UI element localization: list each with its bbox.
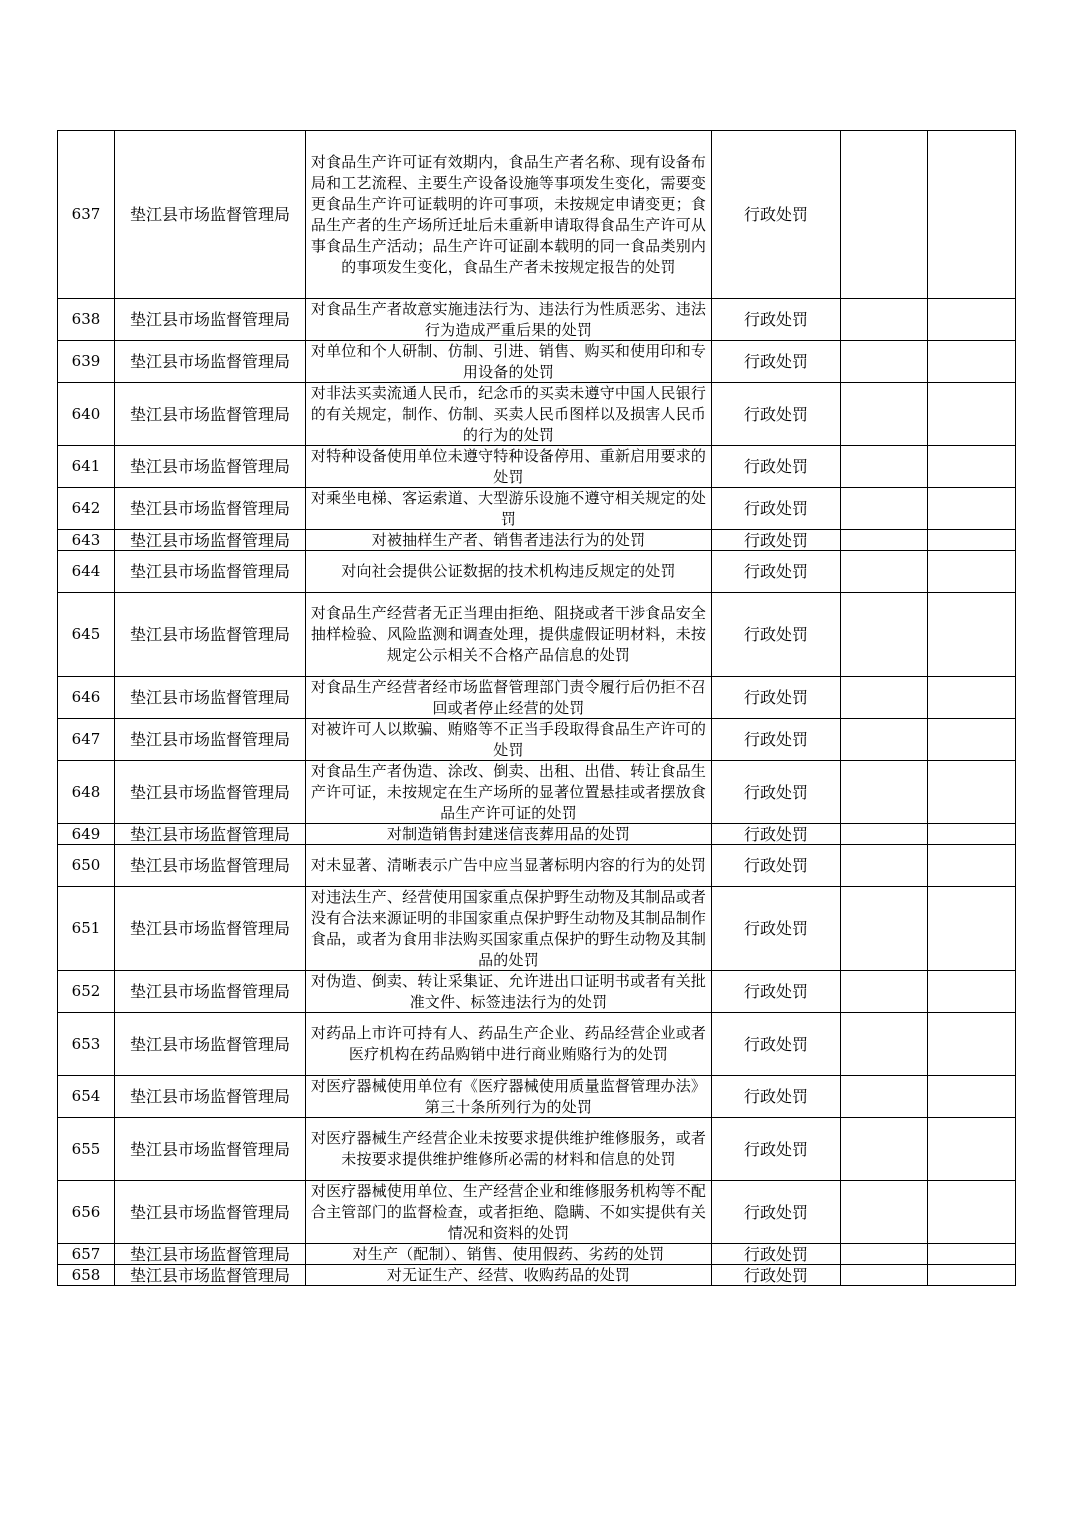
department-name-text: 垫江县市场监督管理局 bbox=[129, 562, 290, 581]
table-row bbox=[58, 299, 1016, 341]
item-type-text: 行政处罚 bbox=[743, 782, 808, 802]
department-name bbox=[115, 1181, 306, 1244]
item-type bbox=[712, 299, 841, 341]
department-name bbox=[115, 1013, 306, 1076]
row-number bbox=[58, 1181, 115, 1244]
item-type-text: 行政处罚 bbox=[743, 1265, 808, 1285]
table-row bbox=[58, 1244, 1016, 1265]
item-description bbox=[306, 551, 712, 593]
empty-cell bbox=[841, 887, 928, 971]
department-name-text: 垫江县市场监督管理局 bbox=[129, 457, 290, 476]
department-name-text: 垫江县市场监督管理局 bbox=[129, 1202, 290, 1222]
row-number-text: 652 bbox=[71, 982, 101, 1000]
power-list-table bbox=[57, 130, 1016, 1286]
item-description bbox=[306, 1265, 712, 1286]
item-type-text: 行政处罚 bbox=[743, 688, 808, 707]
empty-cell bbox=[841, 593, 928, 677]
item-type-text: 行政处罚 bbox=[743, 404, 808, 424]
department-name bbox=[115, 824, 306, 845]
row-number bbox=[58, 341, 115, 383]
item-description bbox=[306, 1181, 712, 1244]
item-type bbox=[712, 1181, 841, 1244]
item-description-text: 对医疗器械使用单位、生产经营企业和维修服务机构等不配合主管部门的监督检查，或者拒绝、隐瞒、不如实提供有关情况和资料的处罚 bbox=[310, 1181, 707, 1242]
department-name bbox=[115, 131, 306, 299]
department-name bbox=[115, 299, 306, 341]
table-row bbox=[58, 845, 1016, 887]
empty-cell bbox=[928, 824, 1016, 845]
item-description-text: 对医疗器械生产经营企业未按要求提供维护维修服务，或者未按要求提供维护维修所必需的材料和信息的处罚 bbox=[310, 1129, 707, 1168]
item-description-text: 对伪造、倒卖、转让采集证、允许进出口证明书或者有关批准文件、标签违法行为的处罚 bbox=[310, 971, 707, 1011]
item-description bbox=[306, 845, 712, 887]
empty-cell bbox=[928, 1118, 1016, 1181]
row-number bbox=[58, 488, 115, 530]
empty-cell bbox=[928, 131, 1016, 299]
item-type bbox=[712, 824, 841, 845]
empty-cell bbox=[841, 719, 928, 761]
item-description bbox=[306, 677, 712, 719]
empty-cell bbox=[928, 551, 1016, 593]
table-row bbox=[58, 383, 1016, 446]
table-row bbox=[58, 761, 1016, 824]
table-row bbox=[58, 1013, 1016, 1076]
table-row bbox=[58, 131, 1016, 299]
table-row bbox=[58, 1118, 1016, 1181]
item-description bbox=[306, 446, 712, 488]
row-number-text: 654 bbox=[71, 1087, 101, 1105]
department-name bbox=[115, 761, 306, 824]
empty-cell bbox=[928, 971, 1016, 1013]
item-description-text: 对生产（配制）、销售、使用假药、劣药的处罚 bbox=[352, 1244, 665, 1263]
item-type bbox=[712, 677, 841, 719]
row-number-text: 647 bbox=[71, 730, 101, 748]
item-description bbox=[306, 593, 712, 677]
row-number bbox=[58, 446, 115, 488]
table-row bbox=[58, 530, 1016, 551]
table-row bbox=[58, 446, 1016, 488]
row-number-text: 638 bbox=[71, 310, 101, 328]
item-type bbox=[712, 1118, 841, 1181]
row-number-text: 645 bbox=[71, 625, 101, 643]
empty-cell bbox=[928, 1076, 1016, 1118]
empty-cell bbox=[841, 971, 928, 1013]
empty-cell bbox=[841, 131, 928, 299]
item-description-text: 对乘坐电梯、客运索道、大型游乐设施不遵守相关规定的处罚 bbox=[310, 488, 707, 528]
row-number bbox=[58, 1265, 115, 1286]
empty-cell bbox=[841, 1118, 928, 1181]
department-name bbox=[115, 719, 306, 761]
item-description bbox=[306, 887, 712, 971]
item-description bbox=[306, 824, 712, 845]
empty-cell bbox=[841, 446, 928, 488]
item-type bbox=[712, 1076, 841, 1118]
table-row bbox=[58, 971, 1016, 1013]
department-name bbox=[115, 971, 306, 1013]
item-type bbox=[712, 488, 841, 530]
department-name-text: 垫江县市场监督管理局 bbox=[129, 1244, 290, 1264]
item-description-text: 对医疗器械使用单位有《医疗器械使用质量监督管理办法》第三十条所列行为的处罚 bbox=[310, 1076, 707, 1116]
item-description-text: 对药品上市许可持有人、药品生产企业、药品经营企业或者医疗机构在药品购销中进行商业贿赂行为的处罚 bbox=[310, 1024, 707, 1063]
item-type bbox=[712, 845, 841, 887]
department-name bbox=[115, 1076, 306, 1118]
department-name-text: 垫江县市场监督管理局 bbox=[129, 1034, 290, 1054]
item-description bbox=[306, 383, 712, 446]
item-description-text: 对食品生产者伪造、涂改、倒卖、出租、出借、转让食品生产许可证，未按规定在生产场所的显著位置悬挂或者摆放食品生产许可证的处罚 bbox=[310, 761, 707, 822]
empty-cell bbox=[928, 530, 1016, 551]
item-type-text: 行政处罚 bbox=[743, 1034, 808, 1054]
empty-cell bbox=[841, 488, 928, 530]
item-type bbox=[712, 719, 841, 761]
table-row bbox=[58, 593, 1016, 677]
empty-cell bbox=[928, 1181, 1016, 1244]
item-description bbox=[306, 1118, 712, 1181]
department-name-text: 垫江县市场监督管理局 bbox=[129, 856, 290, 875]
item-type bbox=[712, 530, 841, 551]
item-type-text: 行政处罚 bbox=[743, 919, 808, 938]
item-description bbox=[306, 341, 712, 383]
row-number bbox=[58, 1076, 115, 1118]
item-description-text: 对制造销售封建迷信丧葬用品的处罚 bbox=[386, 824, 631, 843]
department-name bbox=[115, 488, 306, 530]
table-row bbox=[58, 1076, 1016, 1118]
department-name bbox=[115, 593, 306, 677]
department-name bbox=[115, 845, 306, 887]
department-name-text: 垫江县市场监督管理局 bbox=[129, 499, 290, 518]
item-type bbox=[712, 551, 841, 593]
empty-cell bbox=[841, 383, 928, 446]
empty-cell bbox=[841, 299, 928, 341]
department-name-text: 垫江县市场监督管理局 bbox=[129, 205, 290, 224]
empty-cell bbox=[841, 1076, 928, 1118]
empty-cell bbox=[928, 1265, 1016, 1286]
empty-cell bbox=[928, 593, 1016, 677]
item-type bbox=[712, 1244, 841, 1265]
item-type-text: 行政处罚 bbox=[743, 730, 808, 749]
item-description bbox=[306, 971, 712, 1013]
row-number-text: 651 bbox=[71, 919, 101, 937]
empty-cell bbox=[841, 1181, 928, 1244]
item-type bbox=[712, 761, 841, 824]
empty-cell bbox=[928, 719, 1016, 761]
table-row bbox=[58, 1181, 1016, 1244]
row-number bbox=[58, 761, 115, 824]
item-type-text: 行政处罚 bbox=[743, 1139, 808, 1159]
empty-cell bbox=[928, 488, 1016, 530]
row-number bbox=[58, 845, 115, 887]
empty-cell bbox=[928, 845, 1016, 887]
table-body bbox=[58, 131, 1016, 1286]
item-type-text: 行政处罚 bbox=[743, 562, 808, 581]
table-row bbox=[58, 1265, 1016, 1286]
table-row bbox=[58, 677, 1016, 719]
item-description-text: 对特种设备使用单位未遵守特种设备停用、重新启用要求的处罚 bbox=[310, 446, 707, 486]
item-type bbox=[712, 341, 841, 383]
item-type bbox=[712, 446, 841, 488]
row-number-text: 642 bbox=[71, 499, 101, 517]
row-number-text: 639 bbox=[71, 352, 101, 370]
row-number bbox=[58, 530, 115, 551]
empty-cell bbox=[841, 677, 928, 719]
empty-cell bbox=[841, 824, 928, 845]
item-description bbox=[306, 530, 712, 551]
department-name bbox=[115, 341, 306, 383]
item-type bbox=[712, 383, 841, 446]
item-description bbox=[306, 488, 712, 530]
department-name bbox=[115, 446, 306, 488]
empty-cell bbox=[928, 446, 1016, 488]
department-name bbox=[115, 1118, 306, 1181]
item-type-text: 行政处罚 bbox=[743, 824, 808, 844]
department-name-text: 垫江县市场监督管理局 bbox=[129, 625, 290, 644]
empty-cell bbox=[841, 1013, 928, 1076]
row-number bbox=[58, 887, 115, 971]
item-type bbox=[712, 593, 841, 677]
department-name-text: 垫江县市场监督管理局 bbox=[129, 730, 290, 749]
item-description-text: 对食品生产经营者经市场监督管理部门责令履行后仍拒不召回或者停止经营的处罚 bbox=[310, 677, 707, 717]
department-name bbox=[115, 383, 306, 446]
row-number-text: 640 bbox=[71, 404, 101, 423]
row-number bbox=[58, 299, 115, 341]
item-type-text: 行政处罚 bbox=[743, 352, 808, 371]
department-name bbox=[115, 1244, 306, 1265]
item-description-text: 对被抽样生产者、销售者违法行为的处罚 bbox=[371, 530, 646, 549]
department-name-text: 垫江县市场监督管理局 bbox=[129, 824, 290, 844]
table-row bbox=[58, 719, 1016, 761]
row-number-text: 653 bbox=[71, 1034, 101, 1053]
department-name bbox=[115, 677, 306, 719]
row-number-text: 656 bbox=[71, 1202, 101, 1221]
empty-cell bbox=[928, 383, 1016, 446]
department-name-text: 垫江县市场监督管理局 bbox=[129, 782, 290, 802]
row-number bbox=[58, 719, 115, 761]
item-description bbox=[306, 1013, 712, 1076]
row-number-text: 657 bbox=[71, 1244, 101, 1263]
department-name-text: 垫江县市场监督管理局 bbox=[129, 919, 290, 938]
empty-cell bbox=[928, 887, 1016, 971]
department-name-text: 垫江县市场监督管理局 bbox=[129, 1139, 290, 1159]
table-row bbox=[58, 887, 1016, 971]
item-description bbox=[306, 1244, 712, 1265]
department-name bbox=[115, 887, 306, 971]
department-name bbox=[115, 1265, 306, 1286]
row-number-text: 641 bbox=[71, 457, 101, 475]
row-number bbox=[58, 383, 115, 446]
department-name-text: 垫江县市场监督管理局 bbox=[129, 310, 290, 329]
item-description-text: 对未显著、清晰表示广告中应当显著标明内容的行为的处罚 bbox=[310, 856, 707, 874]
item-description bbox=[306, 131, 712, 299]
row-number-text: 644 bbox=[71, 562, 101, 580]
empty-cell bbox=[841, 530, 928, 551]
row-number-text: 658 bbox=[71, 1265, 101, 1284]
row-number-text: 655 bbox=[71, 1139, 101, 1158]
empty-cell bbox=[841, 1244, 928, 1265]
empty-cell bbox=[928, 1244, 1016, 1265]
empty-cell bbox=[928, 341, 1016, 383]
item-description-text: 对非法买卖流通人民币，纪念币的买卖未遵守中国人民银行的有关规定，制作、仿制、买卖人民币图样以及损害人民币的行为的处罚 bbox=[310, 383, 707, 444]
item-description-text: 对违法生产、经营使用国家重点保护野生动物及其制品或者没有合法来源证明的非国家重点保护野生动物及其制品制作食品，或者为食用非法购买国家重点保护的野生动物及其制品的处罚 bbox=[310, 887, 707, 969]
item-type-text: 行政处罚 bbox=[743, 530, 808, 550]
department-name-text: 垫江县市场监督管理局 bbox=[129, 1087, 290, 1106]
item-type-text: 行政处罚 bbox=[743, 457, 808, 476]
row-number bbox=[58, 971, 115, 1013]
empty-cell bbox=[841, 341, 928, 383]
item-description bbox=[306, 761, 712, 824]
item-description-text: 对无证生产、经营、收购药品的处罚 bbox=[386, 1265, 631, 1284]
row-number bbox=[58, 593, 115, 677]
item-description-text: 对向社会提供公证数据的技术机构违反规定的处罚 bbox=[341, 562, 676, 580]
empty-cell bbox=[841, 761, 928, 824]
row-number-text: 649 bbox=[71, 824, 101, 843]
item-description-text: 对食品生产经营者无正当理由拒绝、阻挠或者干涉食品安全抽样检验、风险监测和调查处理，提供虚假证明材料，未按规定公示相关不合格产品信息的处罚 bbox=[310, 604, 707, 664]
row-number bbox=[58, 551, 115, 593]
empty-cell bbox=[841, 845, 928, 887]
item-type-text: 行政处罚 bbox=[743, 499, 808, 518]
row-number bbox=[58, 1118, 115, 1181]
empty-cell bbox=[928, 1013, 1016, 1076]
item-type-text: 行政处罚 bbox=[743, 205, 808, 224]
item-type-text: 行政处罚 bbox=[743, 625, 808, 644]
row-number bbox=[58, 824, 115, 845]
item-type bbox=[712, 887, 841, 971]
empty-cell bbox=[928, 677, 1016, 719]
department-name-text: 垫江县市场监督管理局 bbox=[129, 404, 290, 424]
empty-cell bbox=[841, 551, 928, 593]
row-number bbox=[58, 1013, 115, 1076]
item-type-text: 行政处罚 bbox=[743, 982, 808, 1001]
row-number bbox=[58, 677, 115, 719]
table-row bbox=[58, 488, 1016, 530]
department-name-text: 垫江县市场监督管理局 bbox=[129, 1265, 290, 1285]
item-type-text: 行政处罚 bbox=[743, 1087, 808, 1106]
department-name-text: 垫江县市场监督管理局 bbox=[129, 982, 290, 1001]
item-description bbox=[306, 719, 712, 761]
row-number-text: 643 bbox=[71, 530, 101, 549]
table-row bbox=[58, 341, 1016, 383]
item-description-text: 对被许可人以欺骗、贿赂等不正当手段取得食品生产许可的处罚 bbox=[310, 719, 707, 759]
row-number-text: 648 bbox=[71, 782, 101, 801]
item-type-text: 行政处罚 bbox=[743, 856, 808, 875]
row-number-text: 637 bbox=[71, 205, 101, 223]
department-name-text: 垫江县市场监督管理局 bbox=[129, 688, 290, 707]
row-number-text: 650 bbox=[71, 856, 101, 874]
item-description bbox=[306, 1076, 712, 1118]
empty-cell bbox=[928, 761, 1016, 824]
item-type bbox=[712, 1013, 841, 1076]
item-description-text: 对单位和个人研制、仿制、引进、销售、购买和使用印和专用设备的处罚 bbox=[310, 341, 707, 381]
item-type bbox=[712, 971, 841, 1013]
department-name bbox=[115, 551, 306, 593]
empty-cell bbox=[928, 299, 1016, 341]
item-description-text: 对食品生产者故意实施违法行为、违法行为性质恶劣、违法行为造成严重后果的处罚 bbox=[310, 299, 707, 339]
item-type-text: 行政处罚 bbox=[743, 310, 808, 329]
item-type bbox=[712, 131, 841, 299]
department-name-text: 垫江县市场监督管理局 bbox=[129, 530, 290, 550]
item-type-text: 行政处罚 bbox=[743, 1244, 808, 1264]
item-type-text: 行政处罚 bbox=[743, 1202, 808, 1222]
item-type bbox=[712, 1265, 841, 1286]
row-number-text: 646 bbox=[71, 688, 101, 706]
department-name bbox=[115, 530, 306, 551]
item-description-text: 对食品生产许可证有效期内，食品生产者名称、现有设备布局和工艺流程、主要生产设备设施等事项发生变化，需要变更食品生产许可证载明的许可事项，未按规定申请变更；食品生产者的生产场所迁址后未重新申请取得食品生产许可从事食品生产活动；品生产许可证副本载明的同一食品类别内的事项发生变化，食品生产者未按规定报告的处罚 bbox=[310, 152, 707, 276]
row-number bbox=[58, 131, 115, 299]
table-row bbox=[58, 551, 1016, 593]
table-row bbox=[58, 824, 1016, 845]
row-number bbox=[58, 1244, 115, 1265]
item-description bbox=[306, 299, 712, 341]
department-name-text: 垫江县市场监督管理局 bbox=[129, 352, 290, 371]
empty-cell bbox=[841, 1265, 928, 1286]
